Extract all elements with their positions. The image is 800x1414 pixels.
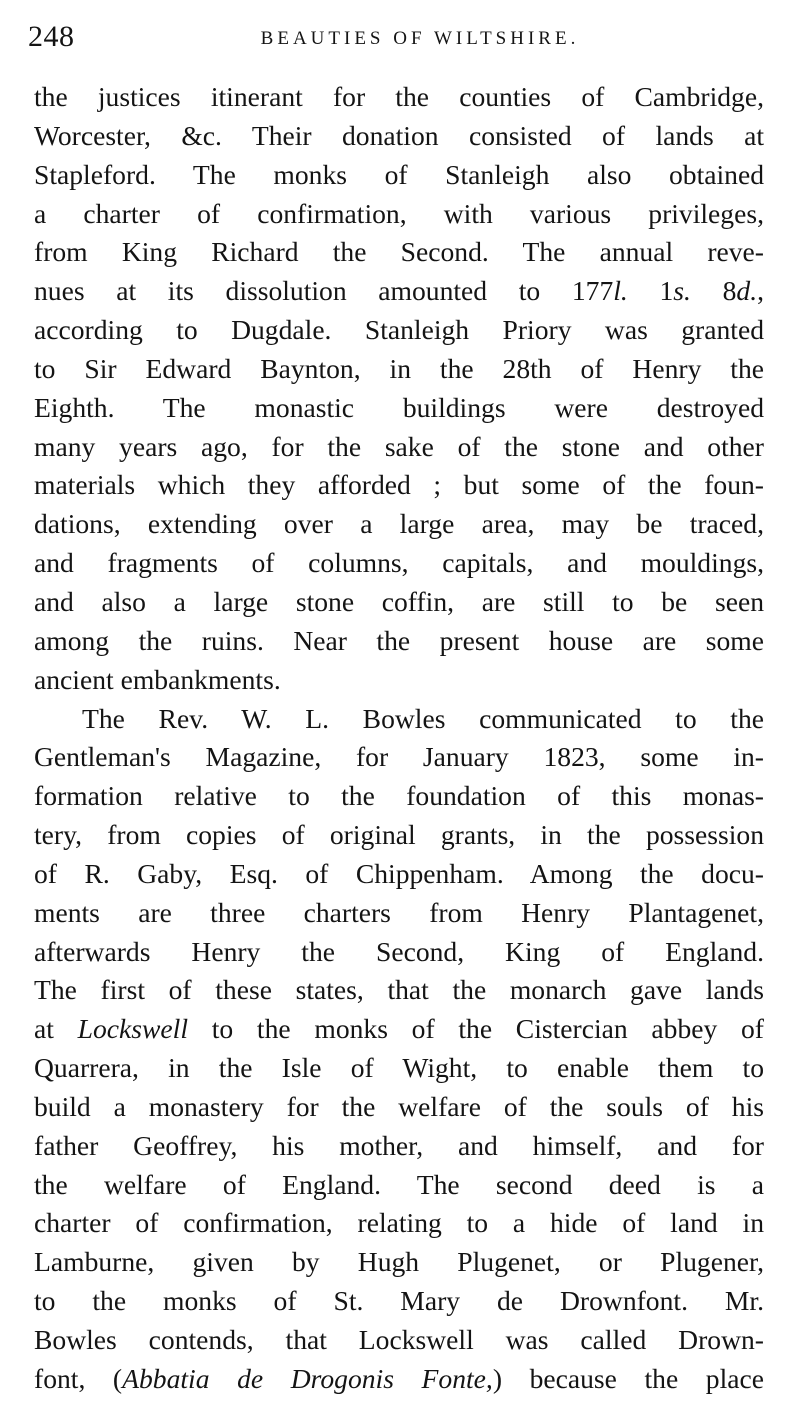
text-line bbox=[34, 1088, 764, 1127]
text-line bbox=[34, 195, 764, 234]
text-line bbox=[34, 117, 764, 156]
text-line bbox=[34, 1127, 764, 1166]
text-line bbox=[34, 466, 764, 505]
text-line bbox=[34, 428, 764, 467]
text-line bbox=[34, 777, 764, 816]
text-segment: The Rev. W. L. Bowles communicated to the bbox=[82, 702, 764, 734]
text-line bbox=[34, 156, 764, 195]
text-segment: many years ago, for the sake of the stone and other bbox=[34, 430, 764, 462]
italic-text: l. bbox=[613, 275, 628, 307]
text-segment: build a monastery for the welfare of the souls of his bbox=[34, 1090, 764, 1122]
text-line bbox=[34, 933, 764, 972]
page-number: 248 bbox=[28, 20, 75, 53]
italic-text: s. bbox=[673, 275, 691, 307]
text-line bbox=[34, 544, 764, 583]
text-segment: and also a large stone coffin, are still to be seen bbox=[34, 585, 764, 617]
text-segment: font, ( bbox=[34, 1362, 123, 1394]
text-segment: from King Richard the Second. The annual reve- bbox=[34, 236, 764, 268]
text-segment: a charter of confirmation, with various privileges, bbox=[34, 197, 764, 229]
text-line bbox=[34, 1360, 764, 1399]
text-line bbox=[34, 583, 764, 622]
text-line bbox=[34, 816, 764, 855]
text-line bbox=[34, 700, 764, 739]
text-segment: to the monks of the Cistercian abbey of bbox=[188, 1013, 764, 1045]
text-line bbox=[34, 622, 764, 661]
running-title: BEAUTIES OF WILTSHIRE. bbox=[260, 28, 580, 49]
text-line bbox=[34, 971, 764, 1010]
text-segment: nues at its dissolution amounted to 177 bbox=[34, 275, 614, 307]
text-segment: The first of these states, that the monarch gave lands bbox=[34, 974, 764, 1006]
body-text bbox=[34, 78, 764, 1399]
text-segment: at bbox=[34, 1013, 78, 1045]
text-segment: , bbox=[757, 275, 764, 307]
text-segment: Gentleman's Magazine, for January 1823, some in- bbox=[34, 741, 764, 773]
text-segment: father Geoffrey, his mother, and himself, and for bbox=[34, 1129, 764, 1161]
text-segment: tery, from copies of original grants, in the possession bbox=[34, 819, 764, 851]
text-segment: afterwards Henry the Second, King of England. bbox=[34, 935, 764, 967]
italic-text: Abbatia de Drogonis Fonte, bbox=[122, 1362, 493, 1394]
text-line bbox=[34, 894, 764, 933]
text-segment: materials which they afforded ; but some of the foun- bbox=[34, 469, 764, 501]
page-header bbox=[0, 14, 800, 54]
text-segment: to Sir Edward Baynton, in the 28th of Henry the bbox=[34, 352, 764, 384]
text-segment: ancient embankments. bbox=[34, 663, 281, 695]
text-line bbox=[34, 1204, 764, 1243]
text-line bbox=[34, 1282, 764, 1321]
text-segment: according to Dugdale. Stanleigh Priory was granted bbox=[34, 314, 764, 346]
text-line bbox=[34, 661, 764, 700]
text-line bbox=[34, 1166, 764, 1205]
text-line bbox=[34, 389, 764, 428]
text-segment: Eighth. The monastic buildings were destroyed bbox=[34, 391, 764, 423]
text-segment: 8 bbox=[690, 275, 737, 307]
text-segment: of R. Gaby, Esq. of Chippenham. Among the docu- bbox=[34, 857, 764, 889]
text-line bbox=[34, 233, 764, 272]
text-line bbox=[34, 738, 764, 777]
text-segment: Bowles contends, that Lockswell was called Drown- bbox=[34, 1324, 764, 1355]
text-line bbox=[34, 78, 764, 117]
text-segment: Stapleford. The monks of Stanleigh also obtained bbox=[34, 158, 764, 190]
text-segment: to the monks of St. Mary de Drownfont. Mr. bbox=[34, 1285, 764, 1317]
text-segment: 1 bbox=[627, 275, 674, 307]
text-segment: Quarrera, in the Isle of Wight, to enable them to bbox=[34, 1052, 764, 1084]
text-segment: dations, extending over a large area, may be traced, bbox=[34, 508, 764, 540]
text-line bbox=[34, 505, 764, 544]
text-line bbox=[34, 272, 764, 311]
text-line bbox=[34, 350, 764, 389]
text-line bbox=[34, 1010, 764, 1049]
text-segment: Lamburne, given by Hugh Plugenet, or Plugener, bbox=[34, 1246, 764, 1278]
text-line bbox=[34, 1049, 764, 1088]
italic-text: d. bbox=[736, 275, 758, 307]
text-segment: charter of confirmation, relating to a hide of land in bbox=[34, 1207, 764, 1239]
text-segment: and fragments of columns, capitals, and mouldings, bbox=[34, 547, 764, 579]
text-segment: the justices itinerant for the counties of Cambridge, bbox=[34, 81, 764, 112]
text-segment: the welfare of England. The second deed is a bbox=[34, 1168, 764, 1200]
italic-text: Lockswell bbox=[77, 1013, 189, 1045]
text-line bbox=[34, 1243, 764, 1282]
text-segment: among the ruins. Near the present house are some bbox=[34, 624, 764, 656]
text-line bbox=[34, 855, 764, 894]
text-segment: ments are three charters from Henry Plantagenet, bbox=[34, 896, 764, 928]
text-line bbox=[34, 1321, 764, 1360]
text-line bbox=[34, 311, 764, 350]
text-segment: Worcester, &c. Their donation consisted of lands at bbox=[34, 119, 764, 151]
text-segment: formation relative to the foundation of this monas- bbox=[34, 780, 764, 812]
text-segment: ) because the place bbox=[492, 1362, 764, 1394]
